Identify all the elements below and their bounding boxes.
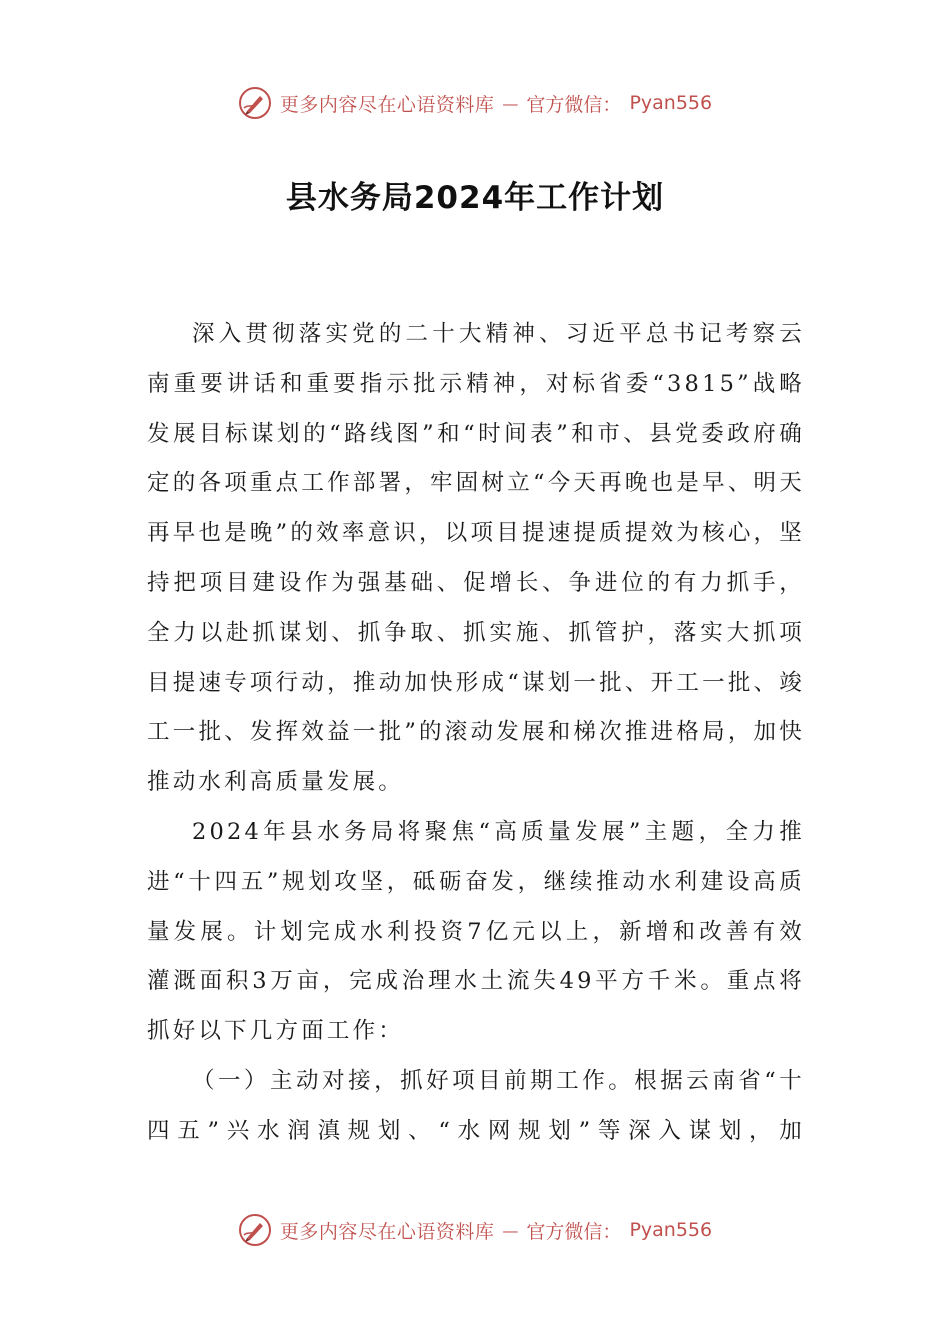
paragraph-section-one: （一）主动对接，抓好项目前期工作。根据云南省“十四五”兴水润滇规划、“水网规划”等深入谋划，加 <box>147 1067 805 1144</box>
watermark-header <box>0 83 950 123</box>
watermark-dash: — <box>502 1220 519 1240</box>
watermark-wechat-label: 官方微信： <box>526 93 622 116</box>
document-title: 县水务局2024年工作计划 <box>285 180 665 216</box>
watermark-wechat-label: 官方微信： <box>526 1220 622 1243</box>
watermark-text: 更多内容尽在心语资料库 <box>279 1220 495 1243</box>
watermark-footer <box>0 1210 950 1250</box>
watermark-text: 更多内容尽在心语资料库 <box>279 93 495 116</box>
document-body <box>147 310 805 1157</box>
watermark-dash: — <box>502 93 519 113</box>
pen-logo-icon <box>238 1213 272 1247</box>
pen-logo-icon <box>238 86 272 120</box>
paragraph-goals: 2024年县水务局将聚焦“高质量发展”主题，全力推进“十四五”规划攻坚，砥砺奋发，继续推动水利建设高质量发展。计划完成水利投资7亿元以上，新增和改善有效灌溉面积3万亩，完成治理水土流失49平方千米。重点将抓好以下几方面工作： <box>147 818 805 1045</box>
paragraph-intro: 深入贯彻落实党的二十大精神、习近平总书记考察云南重要讲话和重要指示批示精神，对标省委“3815”战略发展目标谋划的“路线图”和“时间表”和市、县党委政府确定的各项重点工作部署，牢固树立“今天再晚也是早、明天再早也是晚”的效率意识，以项目提速提质提效为核心，坚持把项目建设作为强基础、促增长、争进位的有力抓手，全力以赴抓谋划、抓争取、抓实施、抓管护，落实大抓项目提速专项行动，推动加快形成“谋划一批、开工一批、竣工一批、发挥效益一批”的滚动发展和梯次推进格局，加快推动水利高质量发展。 <box>147 321 805 796</box>
watermark-wechat-id: Pyan556 <box>629 1219 713 1241</box>
watermark-wechat-id: Pyan556 <box>629 92 713 114</box>
